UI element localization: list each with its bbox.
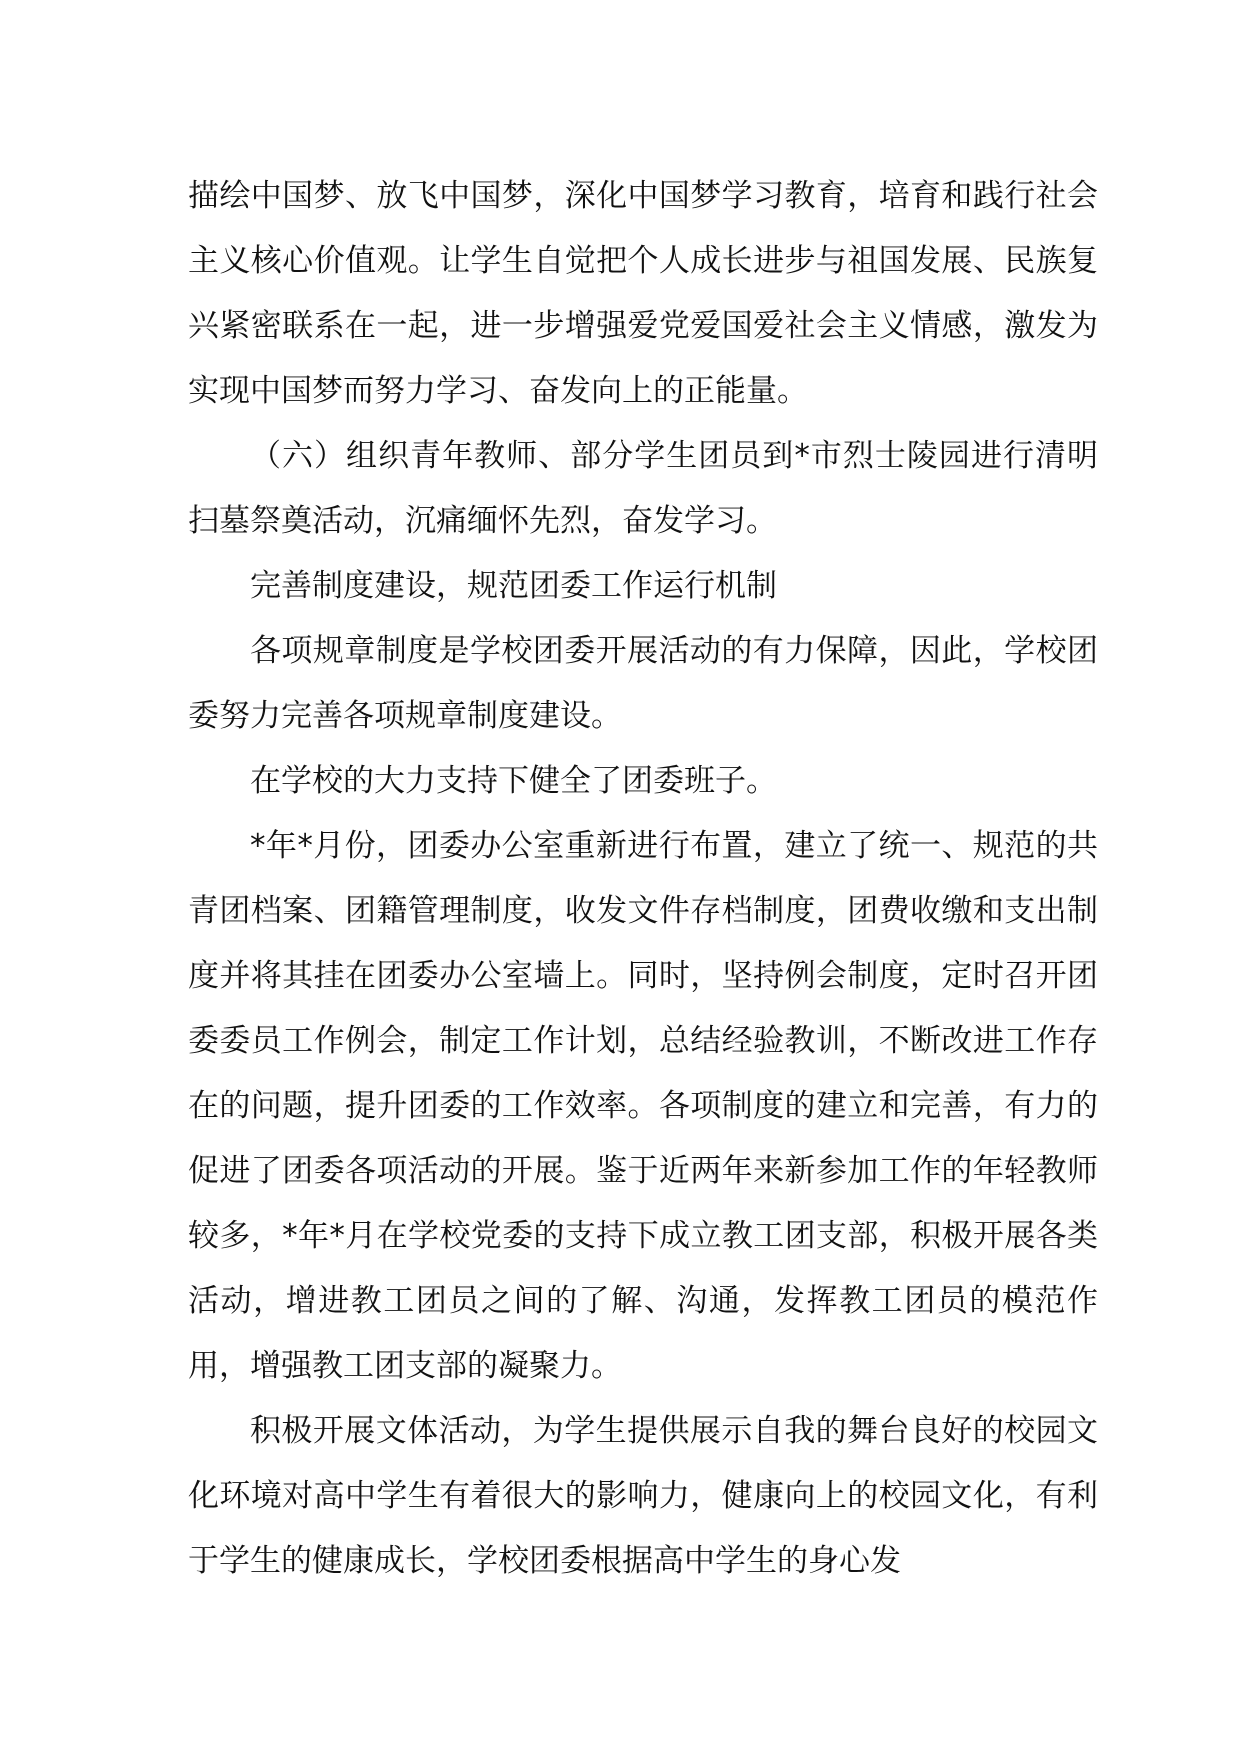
paragraph-1: 描绘中国梦、放飞中国梦，深化中国梦学习教育，培育和践行社会主义核心价值观。让学生自觉把个人成长进步与祖国发展、民族复兴紧密联系在一起，进一步增强爱党爱国爱社会主义情感，激发为实现中国梦而努力学习、奋发向上的正能量。	[188, 178, 1098, 409]
section-heading-system: 完善制度建设，规范团委工作运行机制	[250, 568, 777, 604]
document-body	[188, 164, 1098, 1594]
paragraph-4: 各项规章制度是学校团委开展活动的有力保障，因此，学校团委努力完善各项规章制度建设。	[188, 633, 1098, 734]
paragraph-5: 在学校的大力支持下健全了团委班子。	[250, 763, 777, 799]
paragraph-2: （六）组织青年教师、部分学生团员到*市烈士陵园进行清明扫墓祭奠活动，沉痛缅怀先烈，奋发学习。	[188, 438, 1098, 539]
paragraph-6: *年*月份，团委办公室重新进行布置，建立了统一、规范的共青团档案、团籍管理制度，收发文件存档制度，团费收缴和支出制度并将其挂在团委办公室墙上。同时，坚持例会制度，定时召开团委委员工作例会，制定工作计划，总结经验教训，不断改进工作存在的问题，提升团委的工作效率。各项制度的建立和完善，有力的促进了团委各项活动的开展。鉴于近两年来新参加工作的年轻教师较多，*年*月在学校党委的支持下成立教工团支部，积极开展各类活动，增进教工团员之间的了解、沟通，发挥教工团员的模范作用，增强教工团支部的凝聚力。	[188, 828, 1098, 1384]
paragraph-7: 积极开展文体活动，为学生提供展示自我的舞台良好的校园文化环境对高中学生有着很大的影响力，健康向上的校园文化，有利于学生的健康成长，学校团委根据高中学生的身心发	[188, 1413, 1098, 1579]
